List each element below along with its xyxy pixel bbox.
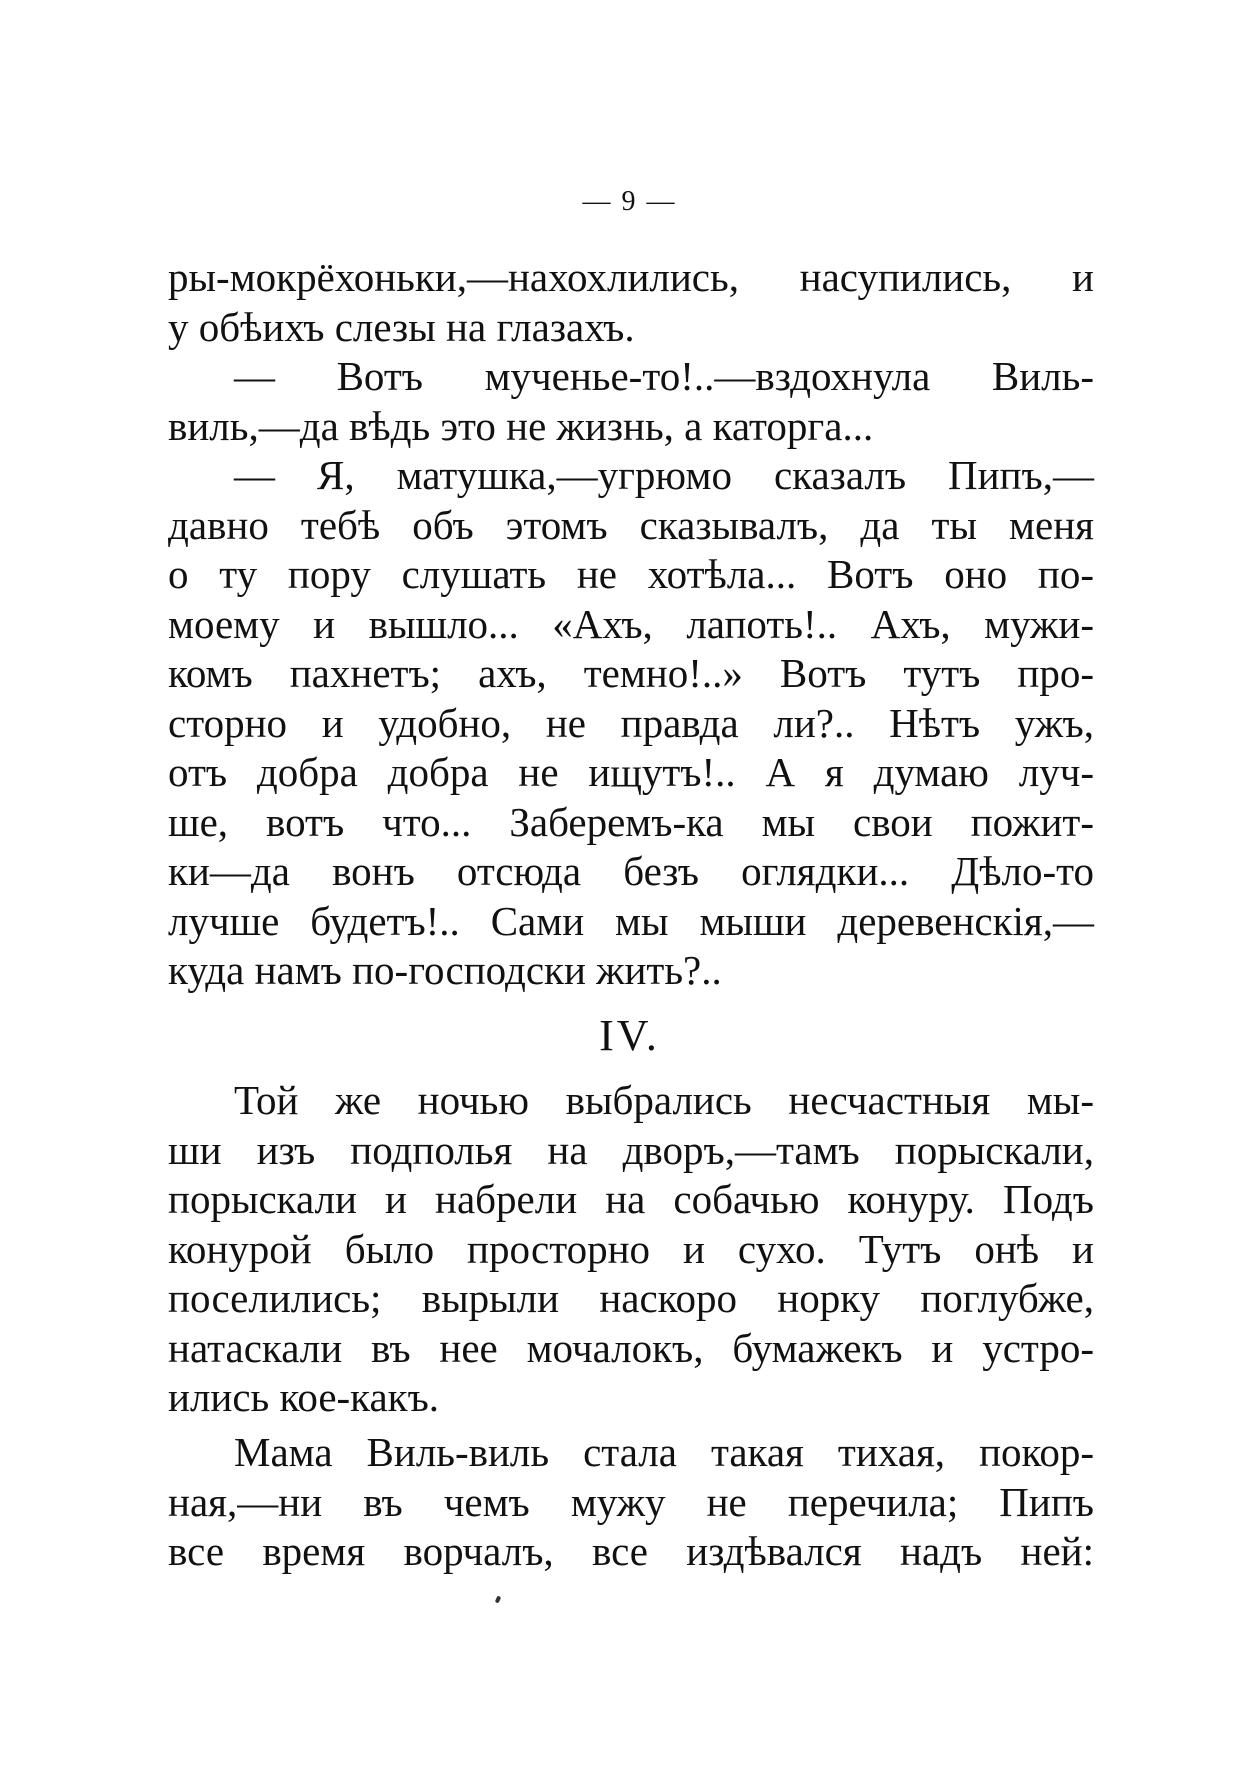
text-line: ши изъ подполья на дворъ,—тамъ порыскали, [168,1126,1094,1173]
text-line: виль,—да вѣдь это не жизнь, а каторга... [168,402,874,449]
paragraph-block-bottom [168,1428,1094,1577]
text-line: куда намъ по-господски жить?.. [168,947,722,993]
text-line: все время ворчалъ, все издѣвался надъ ней: [168,1528,1094,1574]
text-line: Той же ночью выбрались несчастныя мы- [234,1077,1094,1123]
text-line: ились кое-какъ. [168,1374,440,1420]
text-line: — Я, матушка,—угрюмо сказалъ Пипъ,— [234,452,1094,498]
page-number: — 9 — [582,186,677,217]
text-line: конурой было просторно и сухо. Тутъ онѣ и [168,1225,1094,1272]
text-line: ры-мокрёхоньки,—нахохлились, насупились, и [168,254,1094,300]
text-line: ная,—ни въ чемъ мужу не перечила; Пипъ [168,1478,1094,1525]
text-line: у обѣихъ слезы на глазахъ. [168,303,635,350]
text-line: комъ пахнетъ; ахъ, темно!..» Вотъ тутъ про- [168,650,1094,696]
text-line: сторно и удобно, не правда ли?.. Нѣтъ ужъ, [168,699,1094,746]
text-line: натаскали въ нее мочалокъ, бумажекъ и устро- [168,1324,1094,1371]
text-line: ки—да вонъ отсюда безъ оглядки... Дѣло-то [168,848,1094,894]
paragraph-block-top [168,253,1094,996]
chapter-heading: IV. [599,1011,660,1060]
text-line: отъ добра добра не ищутъ!.. А я думаю луч- [168,749,1094,795]
text-line: — Вотъ мученье-то!..—вздохнула Виль- [234,353,1094,399]
text-line: лучше будетъ!.. Сами мы мыши деревенскія,— [168,897,1094,944]
text-line: ше, вотъ что... Заберемъ-ка мы свои пожит- [168,798,1094,845]
text-line: о ту пору слушать не хотѣла... Вотъ оно по- [168,551,1094,597]
text-line: давно тебѣ объ этомъ сказывалъ, да ты меня [168,501,1094,548]
text-line: порыскали и набрели на собачью конуру. Подъ [168,1176,1094,1222]
text-line: поселились; вырыли наскоро норку поглубже, [168,1275,1094,1321]
text-line: Мама Виль-виль стала такая тихая, покор- [234,1429,1094,1475]
text-line: моему и вышло... «Ахъ, лапоть!.. Ахъ, мужи- [168,600,1094,647]
print-speck [495,1595,502,1603]
paragraph-block-middle [168,1076,1094,1423]
